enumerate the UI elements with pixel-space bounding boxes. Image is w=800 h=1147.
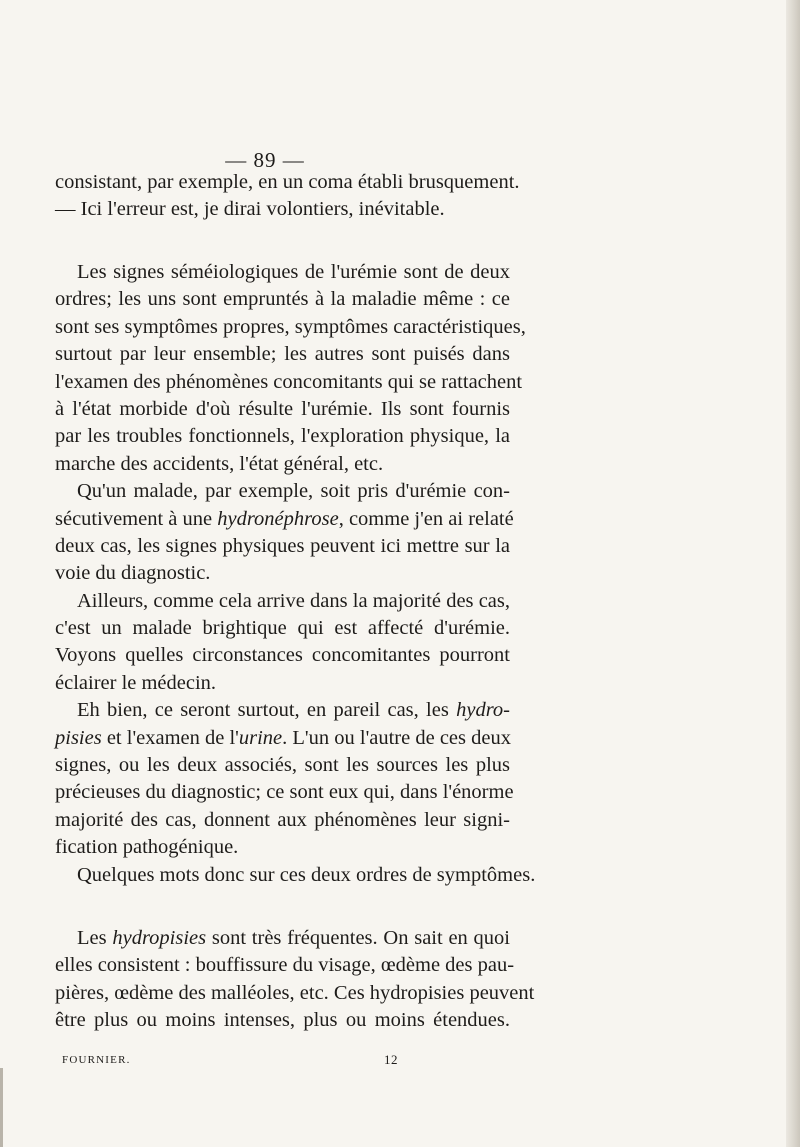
text-line: consistant, par exemple, en un coma établi brusquement. [55, 171, 520, 193]
paragraph-continuation [55, 169, 520, 224]
text-line: l'examen des phénomènes concomitants qui se rattachent [55, 370, 523, 393]
text-line: surtout par leur ensemble; les autres sont puisés dans [55, 343, 510, 366]
text-line: — Ici l'erreur est, je dirai volontiers, inévitable. [55, 198, 445, 221]
text-line: Voyons quelles circonstances concomitantes pourront [55, 644, 510, 667]
text-line: précieuses du diagnostic; ce sont eux qui, dans l'énorme [55, 781, 514, 804]
text-run: sont très fréquentes. On sait en quoi [206, 927, 510, 949]
text-run: . L'un ou l'autre de ces deux [282, 726, 511, 749]
page-edge-shadow [786, 0, 800, 1147]
text-line: majorité des cas, donnent aux phénomènes leur signi- [55, 808, 510, 831]
section-uremie-signes [55, 259, 536, 889]
text-line: signes, ou les deux associés, sont les sources les plus [55, 754, 510, 777]
italic-term: urine [238, 726, 283, 749]
text-line: c'est un malade brightique qui est affecté d'urémie. [55, 617, 510, 640]
text-run: et l'examen de l' [101, 726, 239, 749]
text-line: Qu'un malade, par exemple, soit pris d'urémie con- [77, 480, 510, 503]
text-line: éclairer le médecin. [55, 671, 217, 694]
text-run: Eh bien, ce seront surtout, en pareil cas, les [77, 699, 457, 722]
text-line: à l'état morbide d'où résulte l'urémie. Ils sont fournis [55, 397, 510, 420]
text-line: deux cas, les signes physiques peuvent ici mettre sur la [55, 534, 510, 557]
text-line: Ailleurs, comme cela arrive dans la majorité des cas, [77, 589, 510, 612]
printer-signature: FOURNIER. [62, 1054, 131, 1066]
text-line: marche des accidents, l'état général, etc. [55, 452, 384, 475]
text-line: ordres; les uns sont empruntés à la maladie même : ce [55, 288, 510, 311]
italic-term: pisies [55, 726, 102, 749]
italic-term: hydropisies [112, 927, 207, 949]
text-line [55, 725, 510, 752]
text-line: Les signes séméiologiques de l'urémie sont de deux [77, 261, 510, 283]
text-run: sécutivement à une [55, 507, 218, 530]
text-line [55, 506, 514, 533]
italic-term: hydronéphrose [217, 507, 339, 530]
text-line [55, 925, 510, 952]
binding-mark [0, 1068, 3, 1147]
text-line [55, 697, 510, 724]
italic-term: hydro- [456, 699, 510, 722]
text-run: , comme j'en ai relaté [338, 507, 514, 530]
text-line: sont ses symptômes propres, symptômes caractéristiques, [55, 315, 526, 338]
text-line: elles consistent : bouffissure du visage, œdème des pau- [55, 954, 515, 977]
text-line: Quelques mots donc sur ces deux ordres de symptômes. [77, 863, 536, 886]
gathering-number: 12 [384, 1052, 398, 1067]
text-line: voie du diagnostic. [55, 562, 211, 585]
text-run: Les [77, 927, 113, 949]
section-hydropisies [55, 925, 535, 1035]
text-line: être plus ou moins intenses, plus ou moins étendues. [55, 1009, 510, 1032]
text-line: par les troubles fonctionnels, l'exploration physique, la [55, 425, 510, 448]
text-line: pières, œdème des malléoles, etc. Ces hydropisies peuvent [55, 981, 535, 1004]
text-line: fication pathogénique. [55, 836, 239, 859]
page-number: — 89 — [225, 148, 305, 172]
